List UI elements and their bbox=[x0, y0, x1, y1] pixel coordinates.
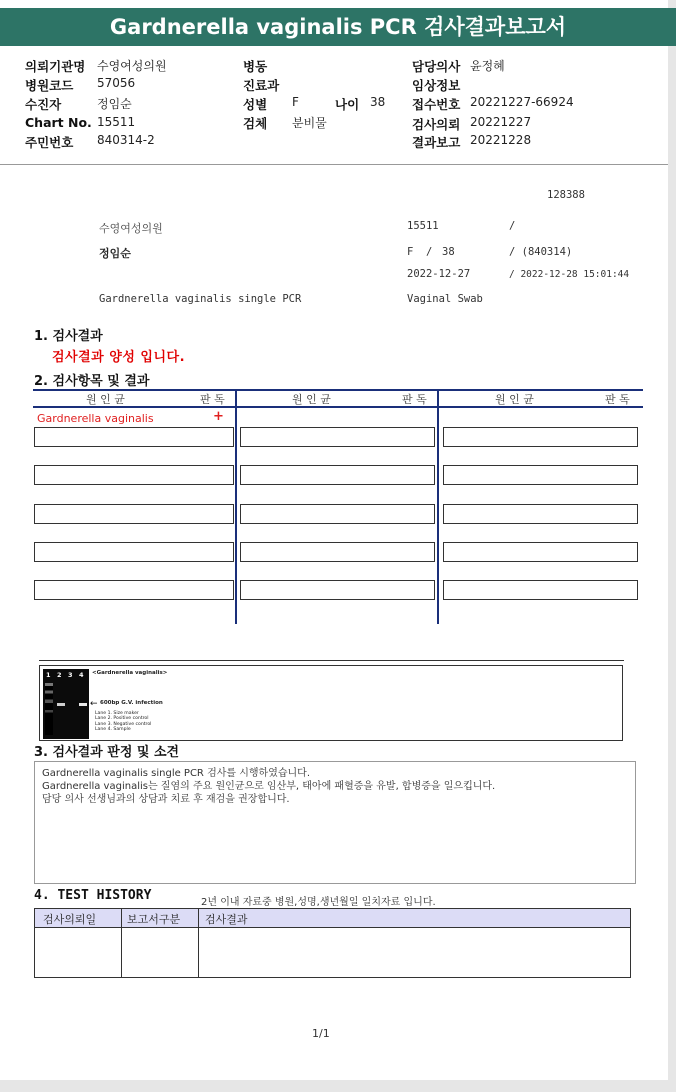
summary-test-name: Gardnerella vaginalis single PCR bbox=[99, 293, 302, 305]
result-item-name: Gardnerella vaginalis bbox=[37, 412, 154, 425]
history-table bbox=[34, 908, 631, 978]
header-divider bbox=[0, 164, 668, 165]
label-department: 진료과 bbox=[243, 78, 280, 93]
gel-legend-item: Lane 2. Positive control bbox=[95, 716, 149, 722]
gel-title: <Gardnerella vaginalis> bbox=[92, 670, 168, 676]
history-col-divider bbox=[121, 909, 122, 977]
summary-patient: 정임순 bbox=[99, 247, 131, 260]
section4-note: 2년 이내 자료중 병원,성명,생년월일 일치자료 입니다. bbox=[201, 897, 436, 908]
label-sex: 성별 bbox=[243, 97, 268, 112]
value-age: 38 bbox=[370, 95, 386, 109]
label-chart-no: Chart No. bbox=[25, 115, 92, 130]
gel-band-label: 600bp G.V. infection bbox=[100, 700, 163, 706]
label-age: 나이 bbox=[335, 97, 360, 112]
gel-band-positive bbox=[57, 703, 65, 706]
result-item-value: + bbox=[213, 409, 224, 424]
col-pathogen-1: 원 인 균 bbox=[86, 393, 125, 406]
col-result-1: 판 독 bbox=[200, 393, 225, 406]
history-col-request-date: 검사의뢰일 bbox=[43, 913, 97, 926]
label-specimen: 검체 bbox=[243, 116, 268, 131]
label-patient: 수진자 bbox=[25, 97, 62, 112]
result-cell bbox=[240, 465, 435, 485]
label-request-date: 검사의뢰 bbox=[412, 117, 461, 132]
value-hospital-code: 57056 bbox=[97, 76, 136, 90]
section1-result: 검사결과 양성 입니다. bbox=[52, 350, 186, 365]
result-cell bbox=[34, 427, 234, 447]
result-cell bbox=[443, 465, 638, 485]
result-cell bbox=[34, 580, 234, 600]
gel-lane-numbers: 1 2 3 4 bbox=[46, 671, 84, 679]
value-resident-no: 840314-2 bbox=[97, 133, 155, 147]
section1-title: 1. 검사결과 bbox=[34, 329, 103, 344]
label-doctor: 담당의사 bbox=[412, 59, 461, 74]
summary-clinic: 수영여성의원 bbox=[99, 222, 163, 235]
summary-chart: 15511 bbox=[407, 220, 439, 232]
history-col-report-type: 보고서구분 bbox=[127, 913, 181, 926]
gel-arrow-icon: ← bbox=[90, 699, 98, 709]
result-cell bbox=[240, 427, 435, 447]
opinion-text bbox=[42, 767, 495, 806]
opinion-line: Gardnerella vaginalis는 질염의 주요 원인균으로 임산부, 태아에 패혈증을 유발, 합병증을 일으킵니다. bbox=[42, 781, 496, 792]
summary-specimen: Vaginal Swab bbox=[407, 293, 483, 305]
summary-birth: / (840314) bbox=[509, 246, 573, 258]
summary-received: 2022-12-27 bbox=[407, 268, 471, 280]
opinion-line: Gardnerella vaginalis single PCR 검사를 시행하였습니다. bbox=[42, 768, 311, 779]
col-result-2: 판 독 bbox=[402, 393, 427, 406]
result-cell bbox=[443, 504, 638, 524]
summary-chart-sep: / bbox=[509, 220, 516, 232]
value-patient: 정임순 bbox=[97, 97, 132, 111]
page-edge bbox=[668, 0, 676, 1092]
section3-title: 3. 검사결과 판정 및 소견 bbox=[34, 745, 180, 760]
gel-legend bbox=[95, 711, 151, 733]
gel-legend-item: Lane 1. Size maker bbox=[95, 711, 139, 716]
label-clinic: 의뢰기관명 bbox=[25, 59, 86, 74]
value-specimen: 분비물 bbox=[292, 116, 327, 130]
gel-top-rule bbox=[39, 660, 624, 661]
col-pathogen-2: 원 인 균 bbox=[292, 393, 331, 406]
page-number: 1/1 bbox=[312, 1027, 330, 1040]
label-ward: 병동 bbox=[243, 59, 268, 74]
opinion-box bbox=[34, 761, 636, 884]
gel-band-sample bbox=[79, 703, 87, 706]
history-table-header bbox=[35, 909, 630, 928]
col-pathogen-3: 원 인 균 bbox=[495, 393, 534, 406]
report-id: 128388 bbox=[547, 189, 585, 201]
report-title: Gardnerella vaginalis PCR 검사결과보고서 bbox=[0, 8, 676, 46]
value-chart-no: 15511 bbox=[97, 115, 136, 129]
summary-reported: / 2022-12-28 15:01:44 bbox=[509, 269, 630, 280]
history-col-divider bbox=[198, 909, 199, 977]
result-cell bbox=[443, 427, 638, 447]
label-receipt-no: 접수번호 bbox=[412, 97, 461, 112]
results-col-divider-1 bbox=[235, 391, 237, 624]
col-result-3: 판 독 bbox=[605, 393, 630, 406]
result-cell bbox=[34, 465, 234, 485]
label-resident-no: 주민번호 bbox=[25, 135, 74, 150]
result-cell bbox=[443, 580, 638, 600]
gel-figure bbox=[39, 665, 623, 741]
result-cell bbox=[240, 580, 435, 600]
value-sex: F bbox=[292, 95, 299, 109]
value-doctor: 윤정혜 bbox=[470, 59, 505, 73]
value-request-date: 20221227 bbox=[470, 115, 532, 129]
gel-size-marker-lane bbox=[45, 683, 53, 735]
results-col-divider-2 bbox=[437, 391, 439, 624]
result-cell bbox=[443, 542, 638, 562]
result-cell bbox=[34, 542, 234, 562]
page-bottom-edge bbox=[0, 1080, 676, 1092]
result-cell bbox=[34, 504, 234, 524]
history-col-result: 검사결과 bbox=[205, 913, 248, 926]
value-receipt-no: 20221227-66924 bbox=[470, 95, 574, 109]
gel-image bbox=[43, 669, 89, 739]
value-clinic: 수영여성의원 bbox=[97, 59, 167, 73]
section4-title: 4. TEST HISTORY bbox=[34, 888, 152, 903]
summary-sex-sep: / bbox=[426, 246, 433, 258]
summary-sex: F bbox=[407, 246, 414, 258]
label-report-date: 결과보고 bbox=[412, 135, 461, 150]
gel-legend-item: Lane 3. Negative control bbox=[95, 721, 152, 727]
label-clinical-info: 임상정보 bbox=[412, 78, 461, 93]
section2-title: 2. 검사항목 및 결과 bbox=[34, 374, 150, 389]
result-cell bbox=[240, 542, 435, 562]
value-report-date: 20221228 bbox=[470, 133, 532, 147]
summary-age: 38 bbox=[442, 246, 455, 258]
result-cell bbox=[240, 504, 435, 524]
opinion-line: 담당 의사 선생님과의 상담과 치료 후 재검을 권장합니다. bbox=[42, 794, 290, 805]
gel-legend-item: Lane 4. Sample bbox=[95, 727, 131, 733]
label-hospital-code: 병원코드 bbox=[25, 78, 74, 93]
